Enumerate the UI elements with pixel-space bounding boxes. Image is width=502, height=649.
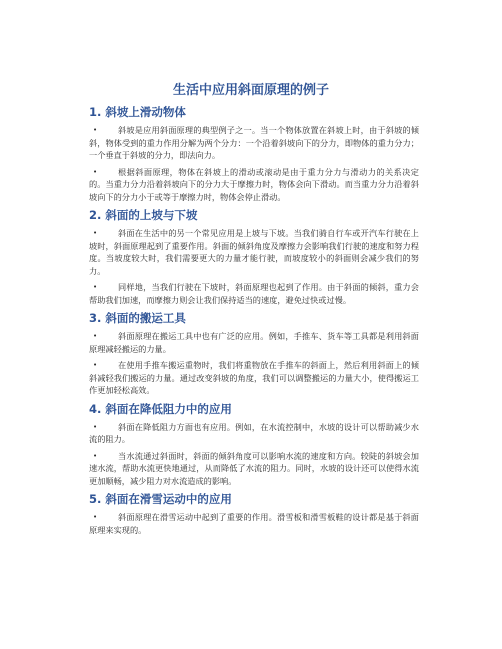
section-4 — [89, 401, 419, 488]
paragraph-text: 根据斜面原理，物体在斜坡上的滑动或滚动是由于重力分力与滑动力的关系决定的。当重力分力沿着斜坡向下的分力大于摩擦力时，物体会向下滑动。而当重力分力沿着斜坡向下的分力小于或等于摩擦力时，物体会停止滑动。 — [89, 166, 419, 202]
paragraph-text: 当水流通过斜面时，斜面的倾斜角度可以影响水流的速度和方向。较陡的斜坡会加速水流，帮助水流更快地通过，从而降低了水流的阻力。同时，水坡的设计还可以使得水流更加顺畅，减少阻力对水流造成的影响。 — [89, 450, 419, 486]
section-3 — [89, 310, 419, 397]
section-heading: 4. 斜面在降低阻力中的应用 — [89, 401, 232, 416]
bullet-paragraph — [89, 421, 419, 446]
bullet-paragraph — [89, 281, 419, 306]
bullet-icon: • — [93, 513, 98, 521]
section-heading: 2. 斜面的上坡与下坡 — [89, 208, 198, 222]
bullet-paragraph — [89, 511, 419, 536]
bullet-paragraph — [89, 227, 419, 277]
bullet-icon: • — [93, 332, 98, 340]
bullet-icon: • — [93, 422, 98, 431]
paragraph-text: 斜面原理在搬运工具中也有广泛的应用。例如，手推车、货车等工具都是利用斜面原理减轻搬运的力量。 — [89, 331, 419, 354]
paragraph-text: 斜坡是应用斜面原理的典型例子之一。当一个物体放置在斜坡上时，由于斜坡的倾斜，物体受到的重力作用分解为两个分力：一个沿着斜坡向下的分力，即物体的重力分力；一个垂直于斜坡的分力，即法向力。 — [89, 125, 419, 160]
bullet-icon: • — [93, 361, 98, 369]
document-body — [89, 104, 419, 540]
section-2 — [89, 207, 419, 306]
section-heading: 3. 斜面的搬运工具 — [89, 311, 186, 325]
section-heading: 1. 斜坡上滑动物体 — [89, 105, 186, 119]
bullet-icon: • — [93, 126, 98, 134]
bullet-icon: • — [93, 229, 98, 237]
paragraph-text: 斜面在生活中的另一个常见应用是上坡与下坡。当我们骑自行车或开汽车行驶在上坡时，斜面原理起到了重要作用。斜面的倾斜角度及摩擦力会影响我们行驶的速度和努力程度。当坡度较大时，我们需要更大的力量才能行驶，而坡度较小的斜面则会减少我们的努力。 — [89, 228, 419, 276]
paragraph-text: 在使用手推车搬运重物时，我们将重物放在手推车的斜面上，然后利用斜面上的倾斜减轻我们搬运的力量。通过改变斜坡的角度，我们可以调整搬运的力量大小，使得搬运工作更加轻松高效。 — [89, 360, 419, 395]
section-5 — [89, 491, 419, 536]
bullet-paragraph — [89, 166, 419, 204]
paragraph-text: 斜面原理在滑雪运动中起到了重要的作用。滑雪板和滑雪板鞋的设计都是基于斜面原理来实现的。 — [89, 512, 419, 535]
bullet-paragraph — [89, 359, 419, 397]
bullet-icon: • — [93, 167, 98, 176]
section-1 — [89, 104, 419, 203]
document-title: 生活中应用斜面原理的例子 — [172, 83, 329, 98]
bullet-icon: • — [93, 283, 98, 291]
bullet-icon: • — [93, 451, 98, 460]
bullet-paragraph — [89, 124, 419, 162]
paragraph-text: 斜面在降低阻力方面也有应用。例如，在水流控制中，水坡的设计可以帮助减少水流的阻力。 — [89, 421, 419, 444]
bullet-paragraph — [89, 330, 419, 355]
paragraph-text: 同样地，当我们行驶在下坡时，斜面原理也起到了作用。由于斜面的倾斜，重力会帮助我们加速，而摩擦力则会让我们保持适当的速度，避免过快或过慢。 — [89, 282, 419, 305]
bullet-paragraph — [89, 450, 419, 488]
section-heading: 5. 斜面在滑雪运动中的应用 — [89, 492, 232, 506]
